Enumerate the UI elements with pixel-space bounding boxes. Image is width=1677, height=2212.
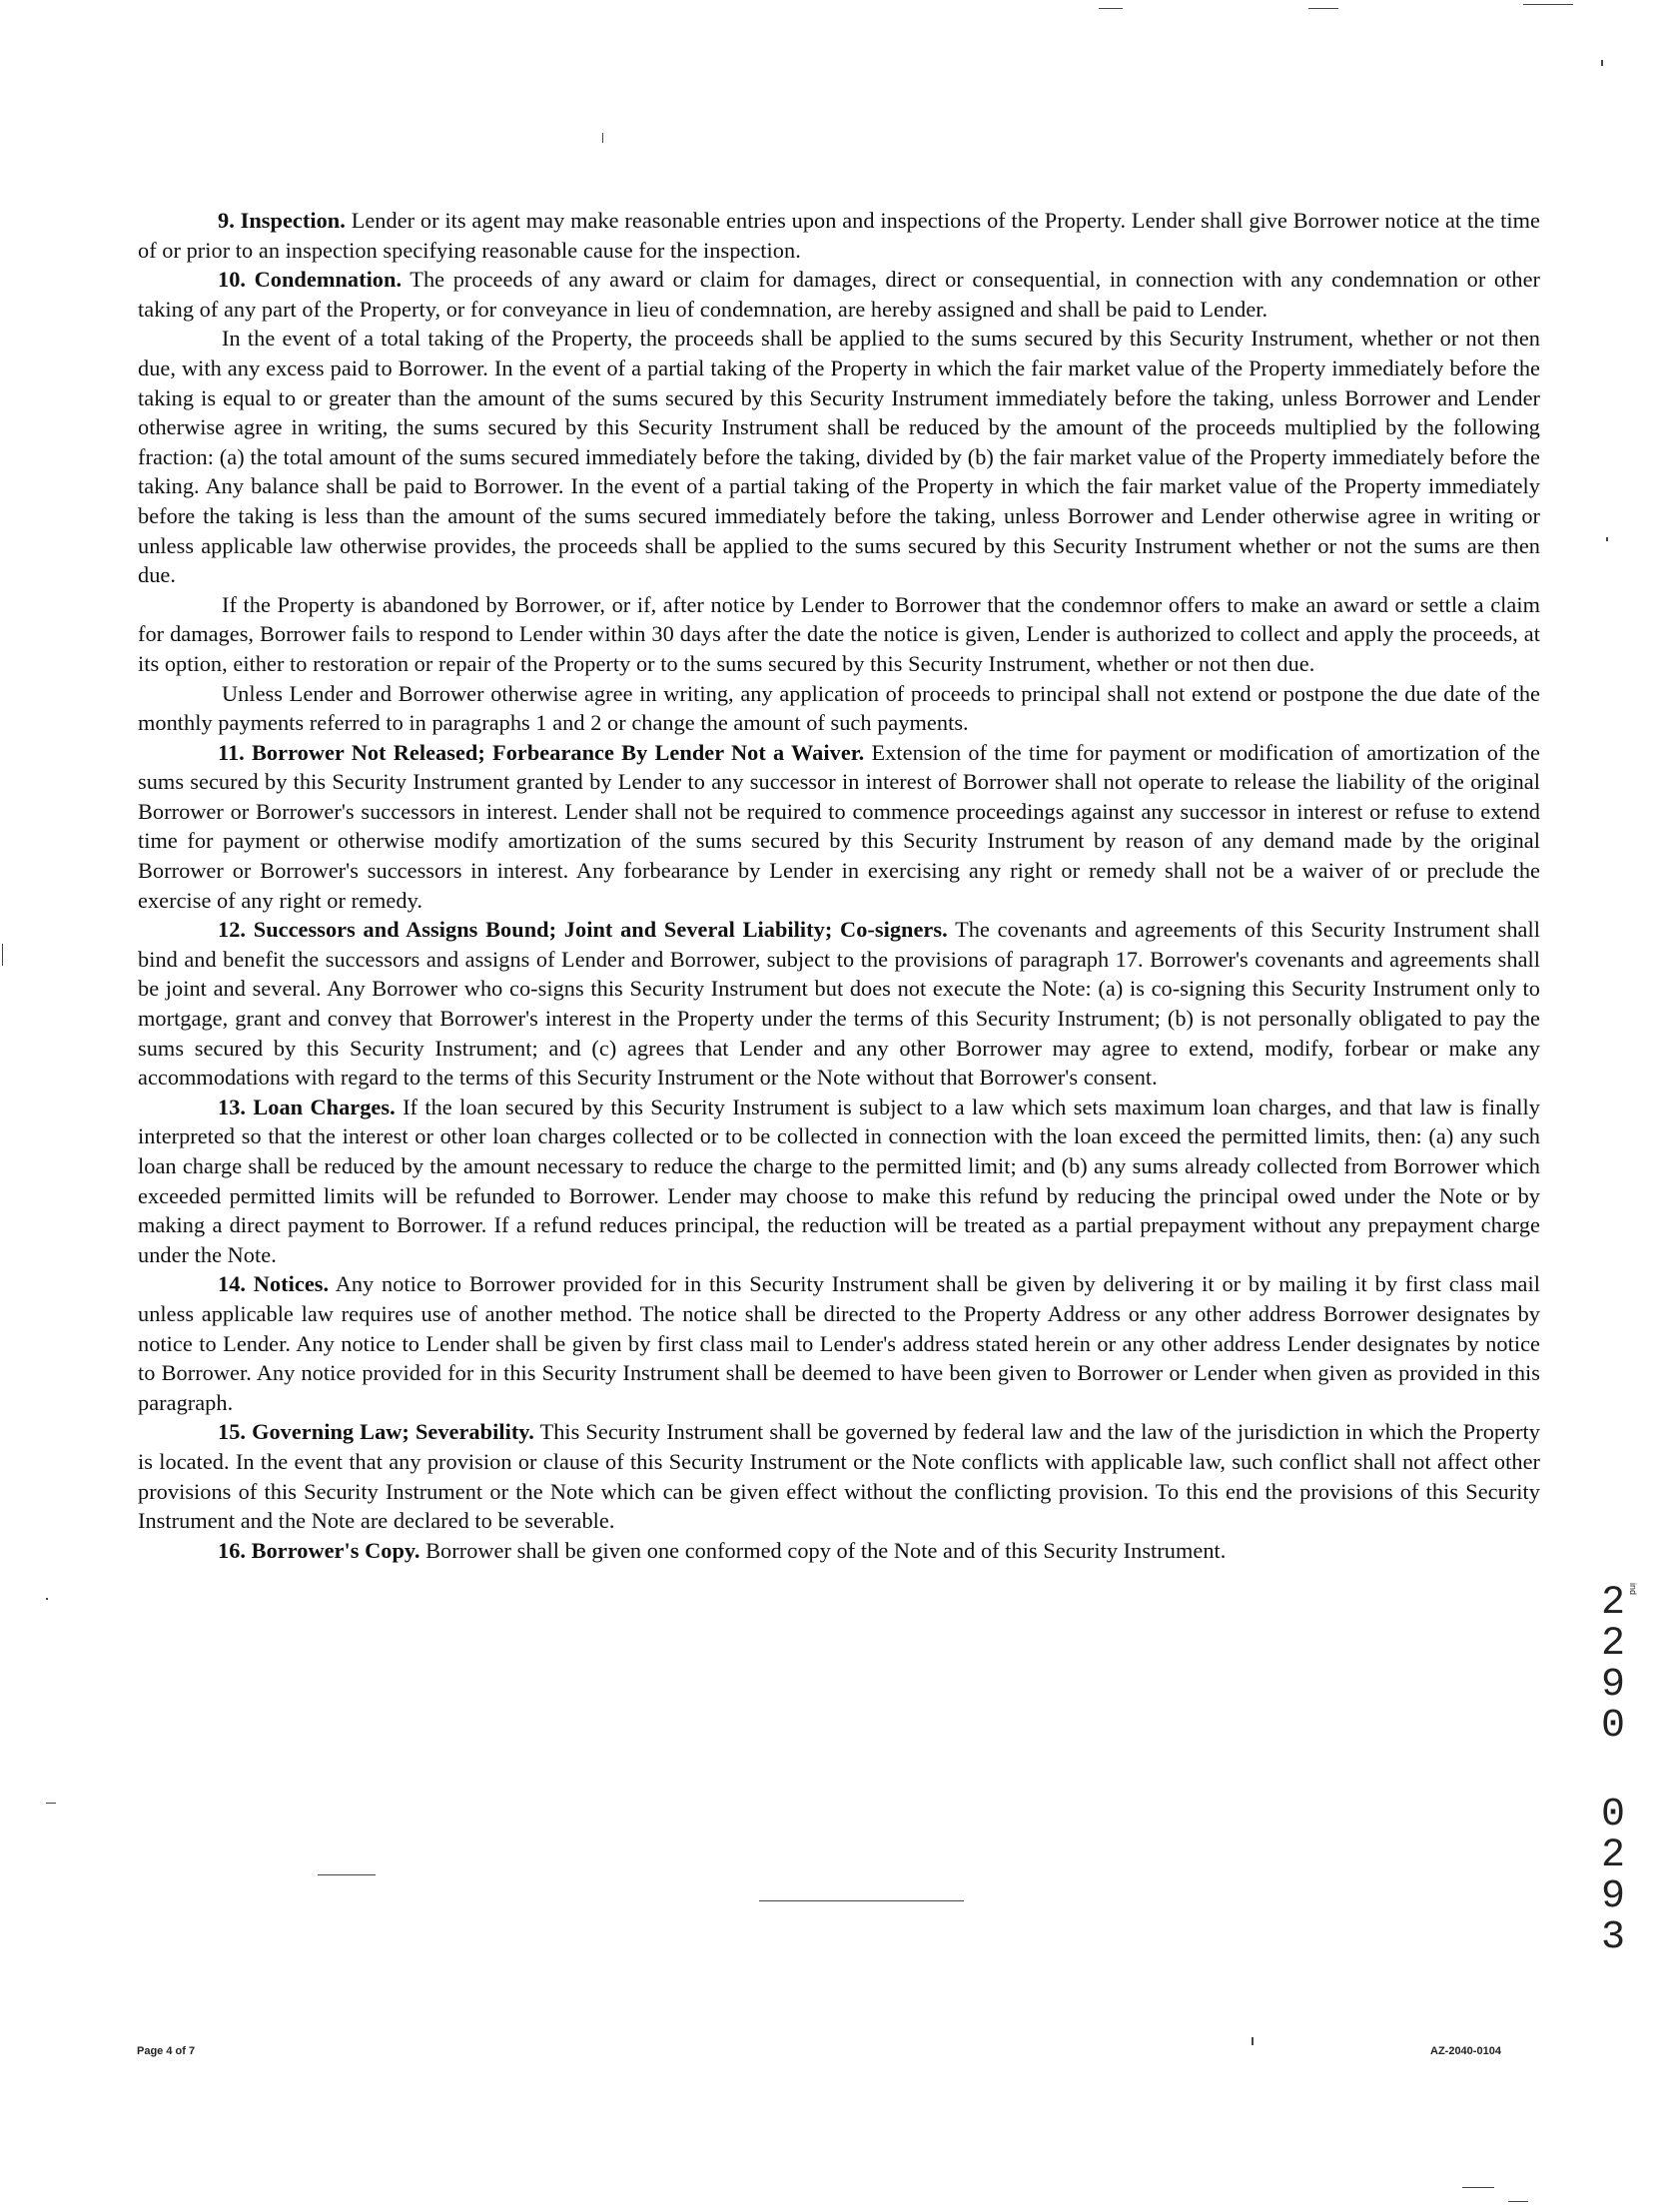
scan-artifact bbox=[1508, 2201, 1528, 2202]
stamp-gap bbox=[1590, 1747, 1636, 1795]
section-heading: 14. Notices. bbox=[218, 1271, 330, 1297]
section-9-inspection bbox=[138, 206, 1540, 265]
page-number-label: Page 4 of 7 bbox=[137, 2045, 196, 2057]
section-text: Lender or its agent may make reasonable entries upon and inspections of the Property. Lender shall give Borrower notice at the time of or prior to an inspection specifying reasonable cause for the inspection. bbox=[138, 208, 1540, 263]
stamp-tiny-label: ind bbox=[1628, 1583, 1638, 1596]
section-heading: 10. Condemnation. bbox=[218, 267, 403, 293]
stamp-digit: 2 bbox=[1600, 1622, 1625, 1667]
section-10-condemnation bbox=[138, 265, 1540, 324]
section-heading: 9. Inspection. bbox=[218, 208, 346, 233]
section-text: Extension of the time for payment or modification of amortization of the sums secured by this Security Instrument granted by Lender to any successor in interest of Borrower shall not operate to release the liability of the original Borrower or Borrower's successors in interest. Lender shall not be required to commence proceedings against any successor in interest or refuse to extend time for payment or otherwise modify amortization of the sums secured by this Security Instrument by reason of any demand made by the original Borrower or Borrower's successors in interest. Any forbearance by Lender in exercising any right or remedy shall not be a waiver of or preclude the exercise of any right or remedy. bbox=[138, 739, 1541, 913]
scan-artifact bbox=[1606, 537, 1608, 541]
stamp-digit: 0 bbox=[1600, 1704, 1625, 1749]
scan-artifact bbox=[759, 1900, 964, 1901]
section-11-not-released bbox=[138, 738, 1540, 916]
section-text: If the loan secured by this Security Instrument is subject to a law which sets maximum loan charges, and that law is finally interpreted so that the interest or other loan charges collected or to be collected in connection with the loan exceed the permitted limits, then: (a) any such loan charge shall be reduced by the amount necessary to reduce the charge to the permitted limit; and (b) any sums already collected from Borrower which exceeded permitted limits will be refunded to Borrower. Lender may choose to make this refund by reducing the principal owed under the Note or by making a direct payment to Borrower. If a refund reduces principal, the reduction will be treated as a partial prepayment without any prepayment charge under the Note. bbox=[138, 1094, 1540, 1267]
form-code-label: AZ-2040-0104 bbox=[1430, 2045, 1501, 2057]
section-10-paragraph-total-taking: In the event of a total taking of the Property, the proceeds shall be applied to the sums secured by this Security Instrument, whether or not then due, with any excess paid to Borrower. In the event of a partial taking of the Property in which the fair market value of the Property immediately before the taking is equal to or greater than the amount of the sums secured by this Security Instrument immediately before the taking, unless Borrower and Lender otherwise agree in writing, the sums secured by this Security Instrument shall be reduced by the amount of the proceeds multiplied by the following fraction: (a) the total amount of the sums secured immediately before the taking, divided by (b) the fair market value of the Property immediately before the taking. Any balance shall be paid to Borrower. In the event of a partial taking of the Property in which the fair market value of the Property immediately before the taking is less than the amount of the sums secured immediately before the taking, unless Borrower and Lender otherwise agree in writing or unless applicable law otherwise provides, the proceeds shall be applied to the sums secured by this Security Instrument whether or not the sums are then due. bbox=[138, 326, 1540, 588]
section-14-notices bbox=[138, 1269, 1540, 1417]
section-heading: 13. Loan Charges. bbox=[218, 1094, 396, 1119]
section-heading: 11. Borrower Not Released; Forbearance By Lender Not a Waiver. bbox=[218, 739, 865, 765]
section-16-borrowers-copy bbox=[138, 1536, 1540, 1566]
section-text: Any notice to Borrower provided for in this Security Instrument shall be given by delivering it or by mailing it by first class mail unless applicable law requires use of another method. The notice shall be directed to the Property Address or any other address Borrower designates by notice to Lender. Any notice to Lender shall be given by first class mail to Lender's address stated herein or any other address Lender designates by notice to Borrower. Any notice provided for in this Security Instrument shall be deemed to have been given to Borrower or Lender when given as provided in this paragraph. bbox=[138, 1271, 1540, 1415]
scan-artifact bbox=[46, 1803, 56, 1804]
scan-artifact bbox=[1462, 2187, 1494, 2188]
scan-artifact bbox=[1308, 8, 1338, 9]
section-text: This Security Instrument shall be governed by federal law and the law of the jurisdiction in which the Property is located. In the event that any provision or clause of this Security Instrument or the Note conflicts with applicable law, such conflict shall not affect other provisions of this Security Instrument or the Note which can be given effect without the conflicting provision. To this end the provisions of this Security Instrument and the Note are declared to be severable. bbox=[138, 1419, 1540, 1534]
scan-artifact bbox=[2, 944, 3, 966]
section-text: Borrower shall be given one conformed copy of the Note and of this Security Instrument. bbox=[425, 1537, 1227, 1563]
section-heading: 12. Successors and Assigns Bound; Joint and Several Liability; Co-signers. bbox=[218, 917, 948, 943]
scan-artifact bbox=[318, 1874, 376, 1875]
stamp-digit: 2 bbox=[1600, 1581, 1625, 1626]
stamp-digit: 9 bbox=[1600, 1874, 1625, 1919]
section-heading: 16. Borrower's Copy. bbox=[218, 1537, 420, 1563]
section-10-paragraph-application: Unless Lender and Borrower otherwise agree in writing, any application of proceeds to principal shall not extend or postpone the due date of the monthly payments referred to in paragraphs 1 and 2 or change the amount of such payments. bbox=[138, 680, 1540, 736]
section-10-paragraph-abandoned: If the Property is abandoned by Borrower, or if, after notice by Lender to Borrower that the condemnor offers to make an award or settle a claim for damages, Borrower fails to respond to Lender within 30 days after the date the notice is given, Lender is authorized to collect and apply the proceeds, at its option, either to restoration or repair of the Property or to the sums secured by this Security Instrument, whether or not then due. bbox=[138, 591, 1540, 676]
document-body bbox=[138, 206, 1540, 1565]
section-15-governing-law bbox=[138, 1417, 1540, 1535]
section-heading: 15. Governing Law; Severability. bbox=[218, 1419, 534, 1445]
section-text: The covenants and agreements of this Security Instrument shall bind and benefit the successors and assigns of Lender and Borrower, subject to the provisions of paragraph 17. Borrower's covenants and agreements shall be joint and several. Any Borrower who co-signs this Security Instrument but does not execute the Note: (a) is co-signing this Security Instrument only to mortgage, grant and convey that Borrower's interest in the Property under the terms of this Security Instrument; (b) is not personally obligated to pay the sums secured by this Security Instrument; and (c) agrees that Lender and any other Borrower may agree to extend, modify, forbear or make any accommodations with regard to the terms of this Security Instrument or the Note without that Borrower's consent. bbox=[138, 917, 1540, 1091]
section-12-successors bbox=[138, 915, 1540, 1093]
scan-artifact bbox=[1601, 60, 1603, 66]
scan-artifact bbox=[46, 1598, 48, 1600]
section-text: The proceeds of any award or claim for damages, direct or consequential, in connection with any condemnation or other taking of any part of the Property, or for conveyance in lieu of condemnation, are hereby assigned and shall be paid to Lender. bbox=[138, 267, 1540, 322]
section-13-loan-charges bbox=[138, 1093, 1540, 1270]
scan-artifact bbox=[602, 133, 603, 143]
scan-artifact bbox=[1523, 4, 1573, 5]
stamp-digit: 0 bbox=[1600, 1793, 1625, 1838]
stamp-digit: 9 bbox=[1600, 1663, 1625, 1708]
scan-artifact bbox=[1252, 2037, 1254, 2045]
recording-number-stamp bbox=[1590, 1583, 1636, 1958]
scan-artifact bbox=[1099, 8, 1123, 9]
stamp-digit: 2 bbox=[1600, 1834, 1625, 1878]
stamp-digit: 3 bbox=[1600, 1915, 1625, 1960]
